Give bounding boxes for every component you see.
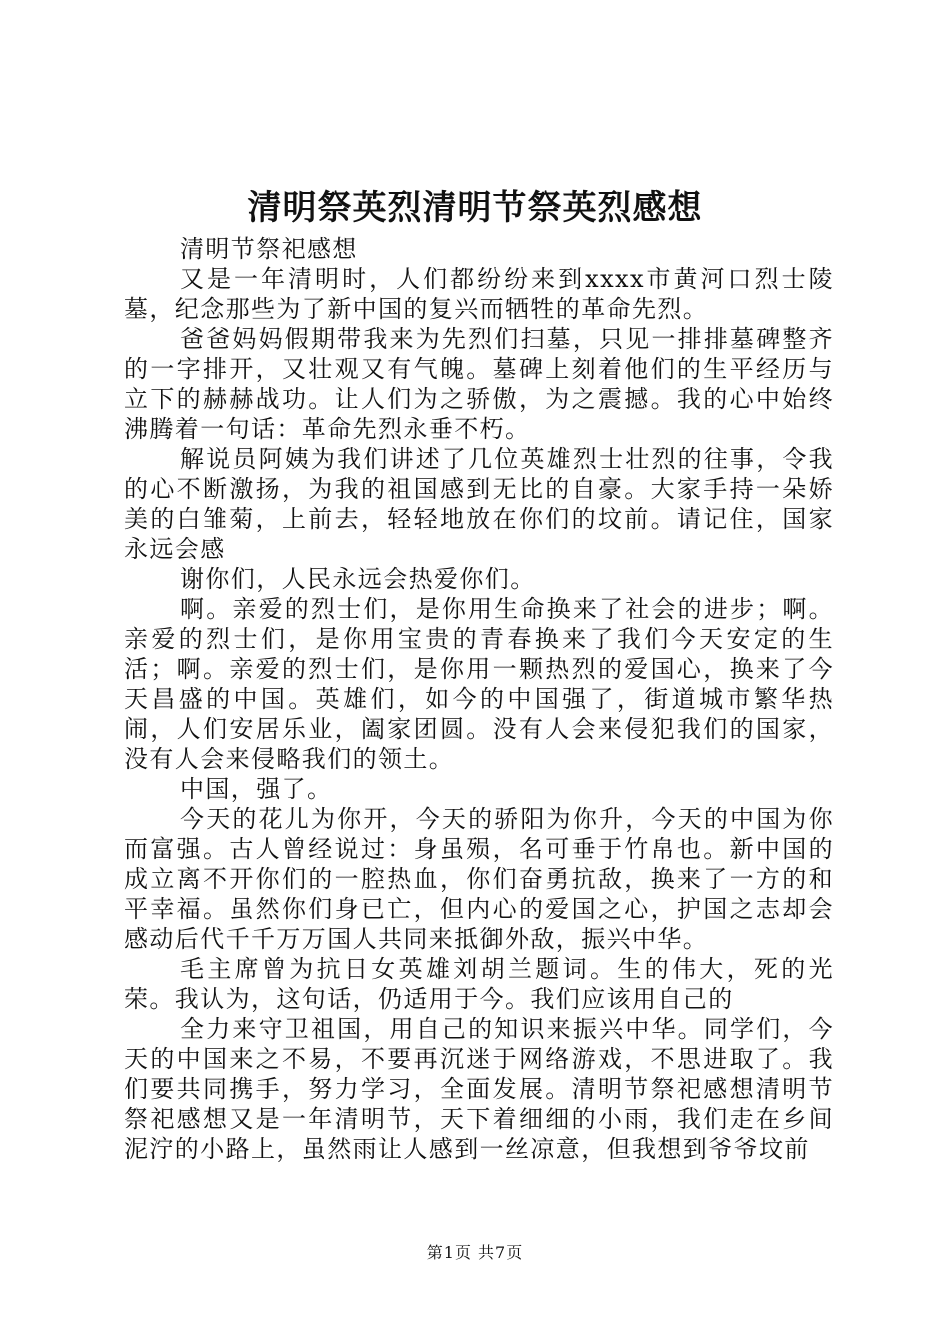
paragraph: 清明节祭祀感想 <box>180 235 358 263</box>
paragraph: 啊。亲爱的烈士们，是你用生命换来了社会的进步；啊。亲爱的烈士们，是你用宝贵的青春换来了我们今天安定的生活；啊。亲爱的烈士们，是你用一颗热烈的爱国心，换来了今天昌盛的中国。英雄们，如今的中国强了，街道城市繁华热闹，人们安居乐业，阖家团圆。没有人会来侵犯我们的国家，没有人会来侵略我们的领土。 <box>124 595 834 773</box>
page-number-footer: 第1页 共7页 <box>426 1243 524 1262</box>
paragraph: 爸爸妈妈假期带我来为先烈们扫墓，只见一排排墓碑整齐的一字排开，又壮观又有气魄。墓碑上刻着他们的生平经历与立下的赫赫战功。让人们为之骄傲，为之震撼。我的心中始终沸腾着一句话：革命先烈永垂不朽。 <box>124 325 834 443</box>
paragraph: 今天的花儿为你开，今天的骄阳为你升，今天的中国为你而富强。古人曾经说过：身虽殒，名可垂于竹帛也。新中国的成立离不开你们的一腔热血，你们奋勇抗敌，换来了一方的和平幸福。虽然你们身已亡，但内心的爱国之心，护国之志却会感动后代千千万万国人共同来抵御外敌，振兴中华。 <box>124 805 834 953</box>
document-title: 清明祭英烈清明节祭英烈感想 <box>247 188 703 228</box>
paragraph: 毛主席曾为抗日女英雄刘胡兰题词。生的伟大，死的光荣。我认为，这句话，仍适用于今。我们应该用自己的 <box>124 955 834 1013</box>
paragraph: 全力来守卫祖国，用自己的知识来振兴中华。同学们，今天的中国来之不易，不要再沉迷于网络游戏，不思进取了。我们要共同携手，努力学习，全面发展。清明节祭祀感想清明节祭祀感想又是一年清明节，天下着细细的小雨，我们走在乡间泥泞的小路上，虽然雨让人感到一丝凉意，但我想到爷爷坟前 <box>124 1015 834 1163</box>
paragraph: 谢你们，人民永远会热爱你们。 <box>180 565 536 593</box>
paragraph: 又是一年清明时，人们都纷纷来到xxxx市黄河口烈士陵墓，纪念那些为了新中国的复兴而牺牲的革命先烈。 <box>124 265 834 323</box>
paragraph: 中国，强了。 <box>180 775 333 803</box>
paragraph: 解说员阿姨为我们讲述了几位英雄烈士壮烈的往事，令我的心不断激扬，为我的祖国感到无比的自豪。大家手持一朵娇美的白雏菊，上前去，轻轻地放在你们的坟前。请记住，国家永远会感 <box>124 445 834 563</box>
document-body <box>124 234 834 1164</box>
